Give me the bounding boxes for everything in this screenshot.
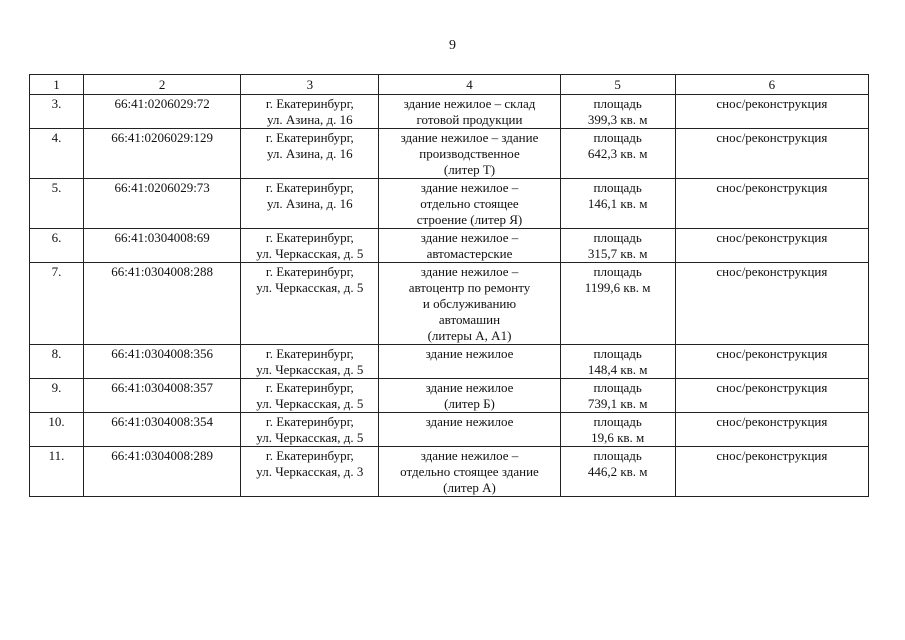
row-number-cell: 5. <box>30 179 84 229</box>
cadastral-number-cell: 66:41:0304008:69 <box>84 229 241 263</box>
area-cell: площадь 642,3 кв. м <box>560 129 675 179</box>
page-number: 9 <box>449 38 456 53</box>
column-header: 4 <box>379 75 560 95</box>
cadastral-number-cell: 66:41:0206029:129 <box>84 129 241 179</box>
action-cell: снос/реконструкция <box>675 263 868 345</box>
area-cell: площадь 446,2 кв. м <box>560 447 675 497</box>
action-cell: снос/реконструкция <box>675 447 868 497</box>
row-number-cell: 3. <box>30 95 84 129</box>
address-cell: г. Екатеринбург, ул. Азина, д. 16 <box>241 95 379 129</box>
row-number-cell: 8. <box>30 345 84 379</box>
row-number-cell: 9. <box>30 379 84 413</box>
address-cell: г. Екатеринбург, ул. Черкасская, д. 5 <box>241 345 379 379</box>
area-cell: площадь 399,3 кв. м <box>560 95 675 129</box>
row-number-cell: 4. <box>30 129 84 179</box>
object-description-cell: здание нежилое – здание производственное (литер Т) <box>379 129 560 179</box>
object-description-cell: здание нежилое – склад готовой продукции <box>379 95 560 129</box>
cadastral-number-cell: 66:41:0304008:357 <box>84 379 241 413</box>
object-description-cell: здание нежилое <box>379 413 560 447</box>
address-cell: г. Екатеринбург, ул. Черкасская, д. 3 <box>241 447 379 497</box>
column-header: 3 <box>241 75 379 95</box>
cadastral-number-cell: 66:41:0304008:289 <box>84 447 241 497</box>
cadastral-number-cell: 66:41:0206029:73 <box>84 179 241 229</box>
action-cell: снос/реконструкция <box>675 129 868 179</box>
row-number-cell: 7. <box>30 263 84 345</box>
table-row <box>30 229 869 263</box>
action-cell: снос/реконструкция <box>675 413 868 447</box>
column-header: 1 <box>30 75 84 95</box>
object-description-cell: здание нежилое – автомастерские <box>379 229 560 263</box>
object-description-cell: здание нежилое – отдельно стоящее строение (литер Я) <box>379 179 560 229</box>
area-cell: площадь 148,4 кв. м <box>560 345 675 379</box>
address-cell: г. Екатеринбург, ул. Черкасская, д. 5 <box>241 379 379 413</box>
table-row <box>30 263 869 345</box>
object-description-cell: здание нежилое <box>379 345 560 379</box>
header-row <box>30 75 869 95</box>
object-description-cell: здание нежилое (литер Б) <box>379 379 560 413</box>
address-cell: г. Екатеринбург, ул. Азина, д. 16 <box>241 129 379 179</box>
action-cell: снос/реконструкция <box>675 345 868 379</box>
table-row <box>30 179 869 229</box>
table-row <box>30 95 869 129</box>
row-number-cell: 10. <box>30 413 84 447</box>
column-header: 5 <box>560 75 675 95</box>
area-cell: площадь 315,7 кв. м <box>560 229 675 263</box>
address-cell: г. Екатеринбург, ул. Черкасская, д. 5 <box>241 413 379 447</box>
table-row <box>30 345 869 379</box>
row-number-cell: 6. <box>30 229 84 263</box>
cadastral-number-cell: 66:41:0304008:288 <box>84 263 241 345</box>
address-cell: г. Екатеринбург, ул. Черкасская, д. 5 <box>241 263 379 345</box>
row-number-cell: 11. <box>30 447 84 497</box>
object-description-cell: здание нежилое – отдельно стоящее здание (литер А) <box>379 447 560 497</box>
table-row <box>30 413 869 447</box>
table-row <box>30 447 869 497</box>
area-cell: площадь 19,6 кв. м <box>560 413 675 447</box>
column-header: 6 <box>675 75 868 95</box>
table-row <box>30 129 869 179</box>
cadastral-number-cell: 66:41:0304008:356 <box>84 345 241 379</box>
cadastral-number-cell: 66:41:0206029:72 <box>84 95 241 129</box>
area-cell: площадь 146,1 кв. м <box>560 179 675 229</box>
action-cell: снос/реконструкция <box>675 179 868 229</box>
action-cell: снос/реконструкция <box>675 95 868 129</box>
area-cell: площадь 1199,6 кв. м <box>560 263 675 345</box>
registry-table <box>29 74 869 497</box>
table-row <box>30 379 869 413</box>
action-cell: снос/реконструкция <box>675 379 868 413</box>
address-cell: г. Екатеринбург, ул. Азина, д. 16 <box>241 179 379 229</box>
object-description-cell: здание нежилое – автоцентр по ремонту и обслуживанию автомашин (литеры А, А1) <box>379 263 560 345</box>
action-cell: снос/реконструкция <box>675 229 868 263</box>
address-cell: г. Екатеринбург, ул. Черкасская, д. 5 <box>241 229 379 263</box>
column-header: 2 <box>84 75 241 95</box>
cadastral-number-cell: 66:41:0304008:354 <box>84 413 241 447</box>
area-cell: площадь 739,1 кв. м <box>560 379 675 413</box>
